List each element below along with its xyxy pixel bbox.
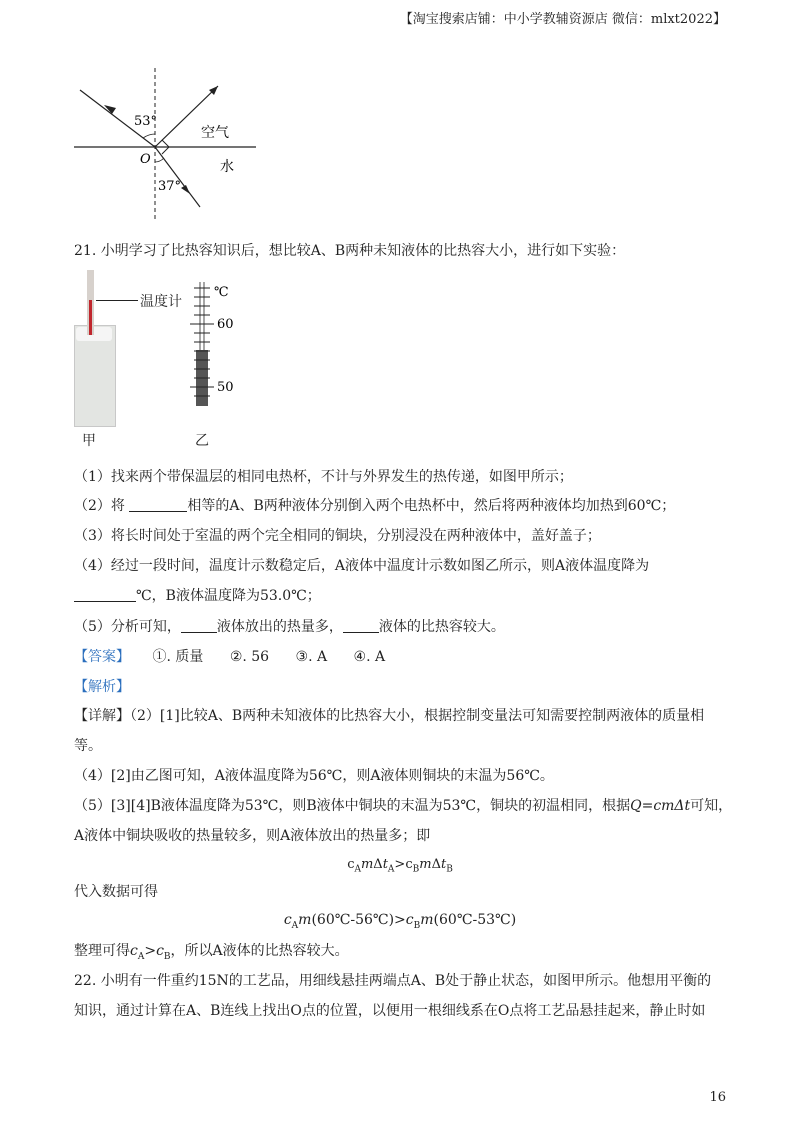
refraction-figure [70, 64, 260, 226]
detail-p5: 整理可得$c_A>c_B$，所以A液体的比热容较大。 [74, 943, 349, 962]
step5-part2: 液体放出的热量多， [216, 619, 343, 635]
water-label: 水 [220, 159, 234, 175]
step2-part2: 相等的A、B两种液体分别倒入两个电热杯中，然后将两种液体均加热到60℃； [187, 498, 676, 514]
detail-p3b: A液体中铜块吸收的热量较多，则A液体放出的热量多；即 [74, 828, 431, 844]
page-header: 【淘宝搜索店铺：中小学教辅资源店 微信：mlxt2022】 [399, 12, 726, 27]
detail-p1b: 等。 [74, 738, 102, 754]
step5-part3: 液体的比热容较大。 [378, 619, 505, 635]
formula-1: $c_Am\Delta t_A>c_Bm\Delta t_B$ [347, 857, 453, 875]
step5-part1: （5）分析可知， [74, 619, 181, 635]
page-number: 16 [709, 1090, 726, 1105]
tick-60-label: 60 [217, 317, 234, 332]
q21-step5 [74, 617, 505, 637]
formula-2: $c_Am(60℃-56℃)>c_Bm(60℃-53℃)$ [283, 912, 517, 931]
angle-53-label: 53° [134, 114, 158, 129]
detail-p2: （4）[2]由乙图可知，A液体温度降为56℃，则A液体则铜块的末温为56℃。 [74, 768, 554, 784]
figure-a-label: 甲 [82, 433, 96, 449]
refracted-arrow [181, 185, 190, 194]
answer-line [74, 647, 385, 667]
detail-p4: 代入数据可得 [74, 884, 158, 900]
detail-p1a: 【详解】（2）[1]比较A、B两种未知液体的比热容大小，根据控制变量法可知需要控制两液体的质量相 [74, 708, 705, 724]
point-o-label: O [140, 152, 151, 167]
angle-37-label: 37° [158, 179, 182, 194]
analysis-tag: 【解析】 [74, 679, 130, 695]
angle-arc-top [143, 134, 155, 138]
answer-tag: 【答案】 [74, 649, 130, 665]
tick-50-label: 50 [217, 380, 234, 395]
blank-1 [129, 497, 187, 512]
q21-step2 [74, 496, 675, 516]
thermometer-liquid [89, 300, 92, 335]
refracted-ray [155, 147, 200, 207]
angle-arc-bottom [155, 158, 164, 162]
blank-4 [343, 618, 379, 633]
answer-3: ③. A [295, 649, 328, 665]
detail-p3a-part2: 可知， [690, 798, 733, 814]
heat-formula: Q=cmΔt [630, 798, 691, 814]
thermometer-scale [180, 278, 260, 413]
thermometer-pointer-line [96, 300, 138, 301]
answer-2: ②. 56 [229, 649, 270, 665]
blank-3 [181, 618, 217, 633]
step2-part1: （2）将 [74, 498, 130, 514]
answer-1: ①. 质量 [152, 649, 204, 665]
detail-p3a [74, 796, 732, 816]
q21-step1: （1）找来两个带保温层的相同电热杯，不计与外界发生的热传递，如图甲所示； [74, 469, 573, 485]
cup-rim [76, 327, 112, 341]
step4b-text: ℃，B液体温度降为53.0℃； [136, 588, 321, 604]
q21-step4b [74, 586, 321, 606]
unit-label: ℃ [214, 285, 229, 300]
air-label: 空气 [201, 125, 229, 141]
detail-p5-part1: 整理可得 [74, 943, 130, 959]
figure-b-label: 乙 [195, 433, 209, 449]
q21-stem: 21. 小明学习了比热容知识后，想比较A、B两种未知液体的比热容大小，进行如下实验： [74, 243, 626, 259]
q21-step3: （3）将长时间处于室温的两个完全相同的铜块，分别浸没在两种液体中，盖好盖子； [74, 528, 601, 544]
blank-2 [74, 587, 136, 602]
thermometer-label: 温度计 [140, 294, 182, 310]
detail-p5-part2: ，所以A液体的比热容较大。 [170, 943, 349, 959]
q22-line1: 22. 小明有一件重约15N的工艺品，用细线悬挂两端点A、B处于静止状态，如图甲所示。他想用平衡的 [74, 973, 712, 989]
q21-step4a: （4）经过一段时间，温度计示数稳定后，A液体中温度计示数如图乙所示，则A液体温度降为 [74, 558, 650, 574]
answer-4: ④. A [353, 649, 386, 665]
detail-p3a-part1: （5）[3][4]B液体温度降为53℃，则B液体中铜块的末温为53℃，铜块的初温相同，根据 [74, 798, 631, 814]
q22-line2: 知识，通过计算在A、B连线上找出O点的位置，以便用一根细线系在O点将工艺品悬挂起来，静止时如 [74, 1003, 706, 1019]
